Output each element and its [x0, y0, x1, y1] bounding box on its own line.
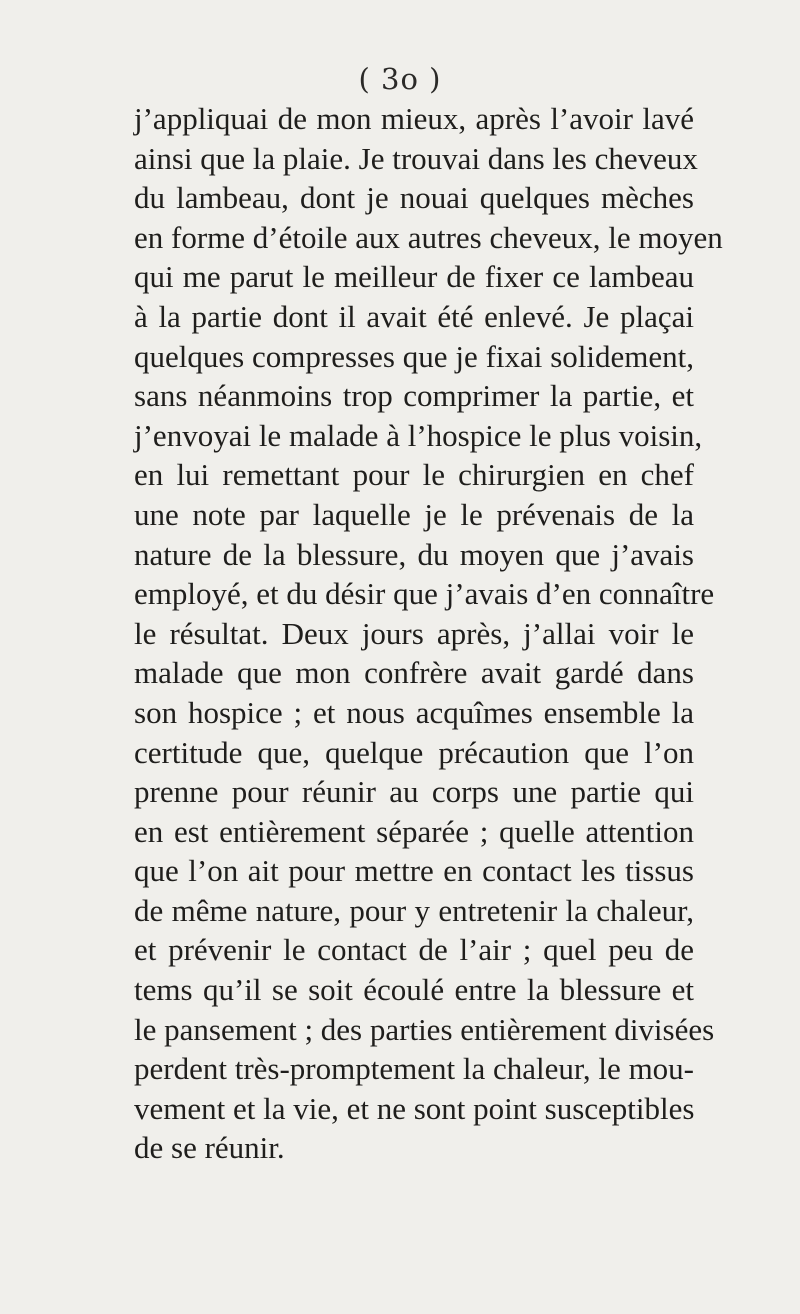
text-line: vement et la vie, et ne sont point susceptibles [134, 1090, 695, 1126]
text-line: ainsi que la plaie. Je trouvai dans les cheveux [134, 140, 698, 176]
text-line: une note par laquelle je le prévenais de la [134, 496, 694, 532]
text-line: en est entièrement séparée ; quelle attention [134, 813, 694, 849]
text-line: quelques compresses que je fixai solidement, [134, 338, 694, 374]
text-line-last: de se réunir. [134, 1130, 285, 1166]
text-line: tems qu’il se soit écoulé entre la blessure et [134, 972, 694, 1008]
text-line: j’envoyai le malade à l’hospice le plus voisin, [134, 417, 703, 453]
text-line: du lambeau, dont je nouai quelques mèches [134, 180, 694, 216]
text-line: en forme d’étoile aux autres cheveux, le moyen [134, 219, 723, 255]
text-line: sans néanmoins trop comprimer la partie, et [134, 378, 694, 414]
text-line: le résultat. Deux jours après, j’allai voir le [134, 615, 694, 651]
text-line: en lui remettant pour le chirurgien en chef [134, 457, 694, 493]
text-line: perdent très-promptement la chaleur, le mou- [134, 1051, 694, 1087]
text-line: de même nature, pour y entretenir la chaleur, [134, 892, 694, 928]
text-line: à la partie dont il avait été enlevé. Je plaçai [134, 298, 694, 334]
text-line: que l’on ait pour mettre en contact les tissus [134, 853, 694, 889]
text-line: prenne pour réunir au corps une partie qui [134, 774, 694, 810]
text-line: employé, et du désir que j’avais d’en connaître [134, 576, 715, 612]
text-line: son hospice ; et nous acquîmes ensemble la [134, 694, 694, 730]
text-line: qui me parut le meilleur de fixer ce lambeau [134, 259, 694, 295]
text-line: le pansement ; des parties entièrement divisées [134, 1011, 715, 1047]
body-text [134, 99, 723, 1168]
text-line: j’appliquai de mon mieux, après l’avoir lavé [134, 101, 694, 136]
text-line: nature de la blessure, du moyen que j’avais [134, 536, 694, 572]
text-line: et prévenir le contact de l’air ; quel peu de [134, 932, 694, 968]
text-line: certitude que, quelque précaution que l’on [134, 734, 694, 770]
page-number: ( 3o ) [358, 62, 442, 96]
text-line: malade que mon confrère avait gardé dans [134, 655, 694, 691]
